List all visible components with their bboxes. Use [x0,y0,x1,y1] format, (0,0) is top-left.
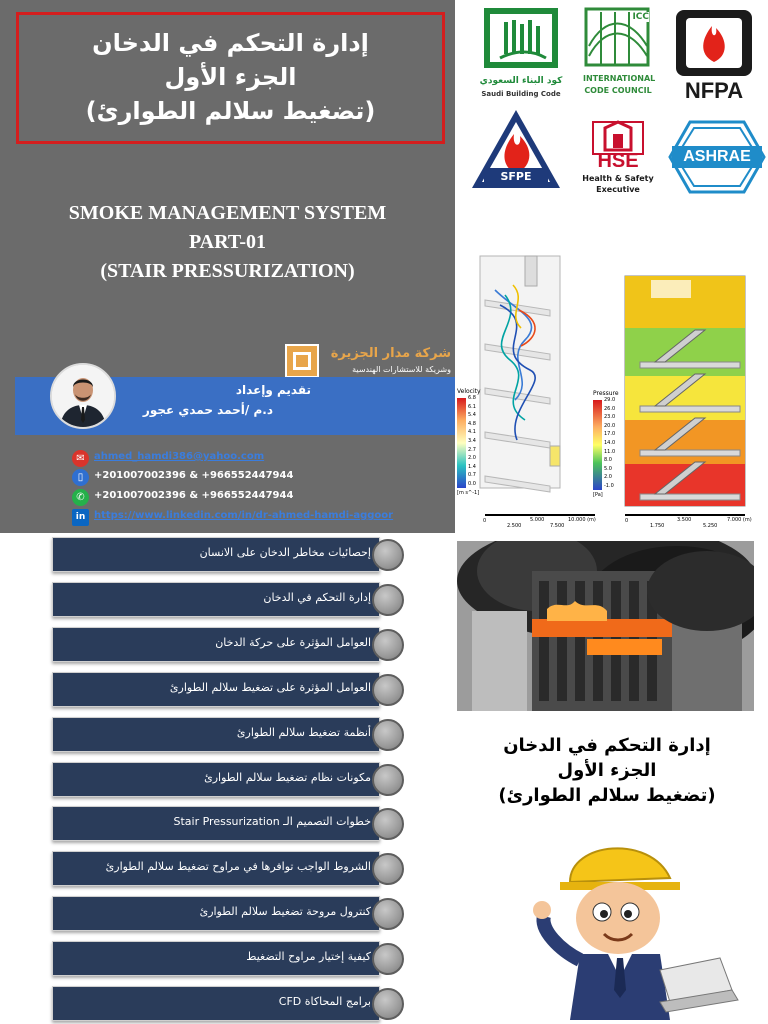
icc-top-label: ICC [632,12,649,22]
velocity-tick-label: 4.8 [468,420,476,427]
company-mark-icon [285,344,319,378]
menu-item[interactable] [52,582,380,617]
velocity-tick-label: 0.7 [468,472,476,479]
whatsapp-icon: ✆ [72,489,89,506]
email-icon: ✉ [72,450,89,467]
pressure-label: Pressure [593,390,619,397]
velocity-tick-label: 2.7 [468,446,476,453]
velocity-tick-label: 5.4 [468,412,476,419]
nfpa-label: NFPA [684,78,744,103]
velocity-tick-label: 3.4 [468,438,476,444]
menu-item[interactable] [52,717,380,752]
icc-logo [583,6,656,104]
english-title-line2: PART-01 [188,231,267,253]
bottom-title-line3: (تضغيط سلالم الطوارئ) [498,785,716,806]
ashrae-label: ASHRAE [683,148,751,165]
pressure-tick-label: -1.0 [604,483,614,489]
scale1-mid-b: 5.000 [530,517,545,523]
pressure-tick-label: 5.0 [604,465,612,472]
menu-item[interactable] [52,672,380,707]
scale1-left: 0 [483,518,487,524]
menu-item-label: إحصائيات مخاطر الدخان على الانسان [199,546,371,559]
contact-linkedin[interactable]: https://www.linkedin.com/in/dr-ahmed-hamdi-aggoor [94,510,394,521]
velocity-tick-label: 2.0 [468,455,476,462]
menu-item[interactable] [52,627,380,662]
menu-bullet-circle-icon [372,764,404,796]
menu-item-label: العوامل المؤثرة على حركة الدخان [215,636,371,649]
contact-phone: +201007002396 & +966552447944 [94,470,294,481]
sbc-arabic-label: كود البناء السعودي [479,76,563,86]
menu-item-label: كيفية إختيار مراوح التضغيط [246,950,371,963]
bottom-title-line1: إدارة التحكم في الدخان [503,735,711,756]
menu-item-label: برامج المحاكاة CFD [278,995,371,1008]
scale1-right: 10.000 (m) [568,517,596,523]
arabic-title-line3: (تضغيط سلالم الطوارئ) [85,97,376,125]
pressure-tick-label: 2.0 [604,474,612,481]
scale2-mid-c: 5.250 [703,523,718,529]
velocity-label: Velocity [457,388,481,395]
menu-item[interactable] [52,851,380,886]
velocity-tick-label: 6.1 [468,403,476,410]
velocity-tick-label: 0.0 [468,481,476,487]
scale2-mid-a: 1.750 [650,523,665,529]
menu-bullet-circle-icon [372,853,404,885]
menu-item[interactable] [52,986,380,1021]
menu-bullet-circle-icon [372,674,404,706]
english-title-line1: SMOKE MANAGEMENT SYSTEM [68,202,387,224]
presenter-name: د.م /أحمد حمدي عجور [142,403,273,417]
pressure-tick-label: 26.0 [604,405,616,412]
scale1-mid-a: 2.500 [507,523,522,529]
presenter-avatar [50,363,116,429]
hse-line2: Executive [596,185,640,194]
phone-icon: ▯ [72,469,89,486]
scale1-mid-c: 7.500 [550,523,565,529]
menu-item[interactable] [52,941,380,976]
linkedin-icon: in [72,509,89,526]
velocity-unit: [m s^-1] [457,490,480,496]
english-title-line3: (STAIR PRESSURIZATION) [100,260,355,282]
menu-bullet-circle-icon [372,898,404,930]
menu-bullet-circle-icon [372,584,404,616]
contact-whatsapp: +201007002396 & +966552447944 [94,490,294,501]
arabic-title-line2: الجزء الأول [164,63,297,91]
menu-item-label: أنظمة تضغيط سلالم الطوارئ [236,726,371,739]
pressure-tick-label: 29.0 [604,397,616,403]
nfpa-logo [670,8,758,104]
scale2-left: 0 [625,518,629,524]
menu-bullet-circle-icon [372,539,404,571]
velocity-tick-label: 4.1 [468,429,476,436]
arabic-title-line1: إدارة التحكم في الدخان [92,29,369,57]
contact-email[interactable]: ahmed_hamdi386@yahoo.com [94,451,265,462]
menu-bullet-circle-icon [372,988,404,1020]
menu-item-label: خطوات التصميم الـ Stair Pressurization [173,815,371,828]
company-subtitle: وشريكة للاستشارات الهندسية [352,365,451,374]
cfd-simulation-figure [455,250,768,533]
menu-item[interactable] [52,537,380,572]
hse-label: HSE [597,150,639,172]
sbc-english-label: Saudi Building Code [481,90,561,98]
menu-item-label: الشروط الواجب توافرها في مراوح تضغيط سلالم الطوارئ [105,860,371,873]
menu-item-label: كنترول مروحة تضغيط سلالم الطوارئ [199,905,371,918]
pressure-tick-label: 11.0 [604,448,616,455]
icc-line1: INTERNATIONAL [583,74,656,83]
building-fire-photo [457,541,754,711]
menu-item-label: إدارة التحكم في الدخان [263,591,371,604]
menu-bullet-circle-icon [372,808,404,840]
menu-bullet-circle-icon [372,943,404,975]
pressure-unit: [Pa] [593,492,603,498]
sfpe-logo [470,108,562,192]
icc-line2: CODE COUNCIL [584,86,652,95]
company-logo [285,344,455,380]
menu-item[interactable] [52,762,380,797]
presenter-heading: تقديم وإعداد [235,383,311,397]
pressure-tick-label: 17.0 [604,431,616,438]
velocity-tick-label: 6.8 [468,395,476,401]
pressure-tick-label: 14.0 [604,440,616,446]
pressure-tick-label: 8.0 [604,457,612,464]
pressure-tick-label: 20.0 [604,422,616,429]
pressure-tick-label: 23.0 [604,414,616,421]
menu-item-label: العوامل المؤثرة على تضغيط سلالم الطوارئ [169,681,371,694]
menu-bullet-circle-icon [372,629,404,661]
saudi-building-code-logo [476,6,566,104]
company-name: شركة مدار الجزيرة [330,346,451,361]
menu-item[interactable] [52,896,380,931]
hse-logo [575,120,661,200]
hse-line1: Health & Safety [582,174,654,183]
menu-item[interactable] [52,806,380,841]
arabic-title-box [16,12,445,144]
bottom-title-line2: الجزء الأول [557,760,657,781]
scale2-right: 7.000 (m) [727,517,752,523]
ashrae-logo [668,120,766,194]
sfpe-label: SFPE [500,170,532,183]
engineer-cartoon-illustration [520,830,760,1020]
velocity-tick-label: 1.4 [468,463,476,470]
menu-bullet-circle-icon [372,719,404,751]
scale2-mid-b: 3.500 [677,517,692,523]
menu-item-label: مكونات نظام تضغيط سلالم الطوارئ [204,771,371,784]
